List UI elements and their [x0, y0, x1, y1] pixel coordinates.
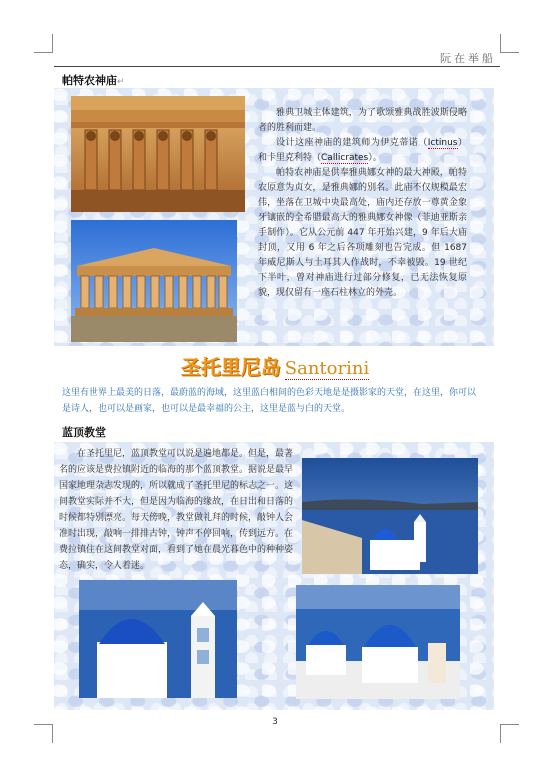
paragraph [258, 166, 467, 301]
paragraph-text: 雅典卫城主体建筑，为了歌颂雅典战胜波斯侵略者的胜利而建。 [258, 108, 467, 133]
running-header: 阮在举船 [440, 52, 496, 65]
section-title-text: 蓝顶教堂 [62, 426, 106, 439]
paragraph [258, 136, 467, 166]
paragraph-text: ）。 [368, 153, 382, 163]
santorini-church-sea-photo [302, 458, 478, 574]
crop-mark-top-left [34, 34, 53, 53]
page-number: 3 [272, 717, 278, 727]
blue-domes-photo [296, 585, 460, 699]
santorini-intro: 这里有世界上最美的日落，最蔚蓝的海域，这里蓝白相间的色彩天地是是摄影家的天堂，在这里，你可以是诗人，也可以是画家，也可以是最幸福的公主，这里是蓝与白的天堂。 [62, 388, 477, 414]
erechtheion-photo [71, 96, 245, 212]
blue-dome-bell-tower-photo [79, 580, 237, 698]
section-title-text: 帕特农神庙 [62, 74, 117, 87]
header-rule [54, 66, 500, 67]
santorini-title-en: Santorini [284, 358, 370, 379]
crop-mark-top-right [500, 34, 519, 53]
parthenon-description [258, 106, 467, 301]
architect-name: Callicrates [321, 153, 369, 163]
paragraph-text: ）和卡里克利特（ [258, 138, 467, 163]
return-mark-icon: ↵ [117, 77, 125, 87]
santorini-title-cn: 圣托里尼岛 [180, 355, 281, 379]
paragraph: 在圣托里尼，蓝顶教堂可以说是遍地都是。但是，最著名的应该是费拉镇附近的临海的那个蓝顶教堂。据说是最早国家地理杂志发现的，所以就成了圣托里尼的标志之一。这间教堂实际并不大，但是因为临海的缘故，在日出和日落的时候都特别漂亮。每天傍晚，教堂做礼拜的时候，敲钟人会准时出现，敲响一排排古钟，钟声不停回响，传到远方。在费拉镇住在这间教堂对面，看到了她在晨光暮色中的种种姿态，确实，令人着迷。 [59, 449, 294, 571]
paragraph-text: 帕特农神庙是供奉雅典娜女神的最大神殿，帕特农原意为贞女，是雅典娜的别名。此庙不仅规模最宏伟，坐落在卫城中央最高处，庙内还存放一尊黄金象牙镶嵌的全希腊最高大的雅典娜女神像（菲迪亚斯亲手制作）。它从公元前 447 年开始兴建，9 年后大庙封顶，又用 6 年之后各项雕刻也告完成。但 1687 年威尼斯人与土耳其人作战时，不幸被毁。19 世纪下半叶，曾对神庙进行过部分修复，已无法恢复原貌，现仅留有一座石柱林立的外壳。 [258, 168, 467, 298]
section-title-parthenon [62, 72, 125, 88]
architect-name: Ictinus [427, 138, 458, 148]
blue-dome-description [59, 446, 293, 574]
section-title-blue-dome [62, 424, 106, 440]
parthenon-photo [71, 220, 237, 342]
paragraph-text: 设计这座神庙的建筑师为伊克蒂诺（ [276, 138, 428, 148]
paragraph [258, 106, 467, 136]
santorini-heading [0, 351, 550, 380]
